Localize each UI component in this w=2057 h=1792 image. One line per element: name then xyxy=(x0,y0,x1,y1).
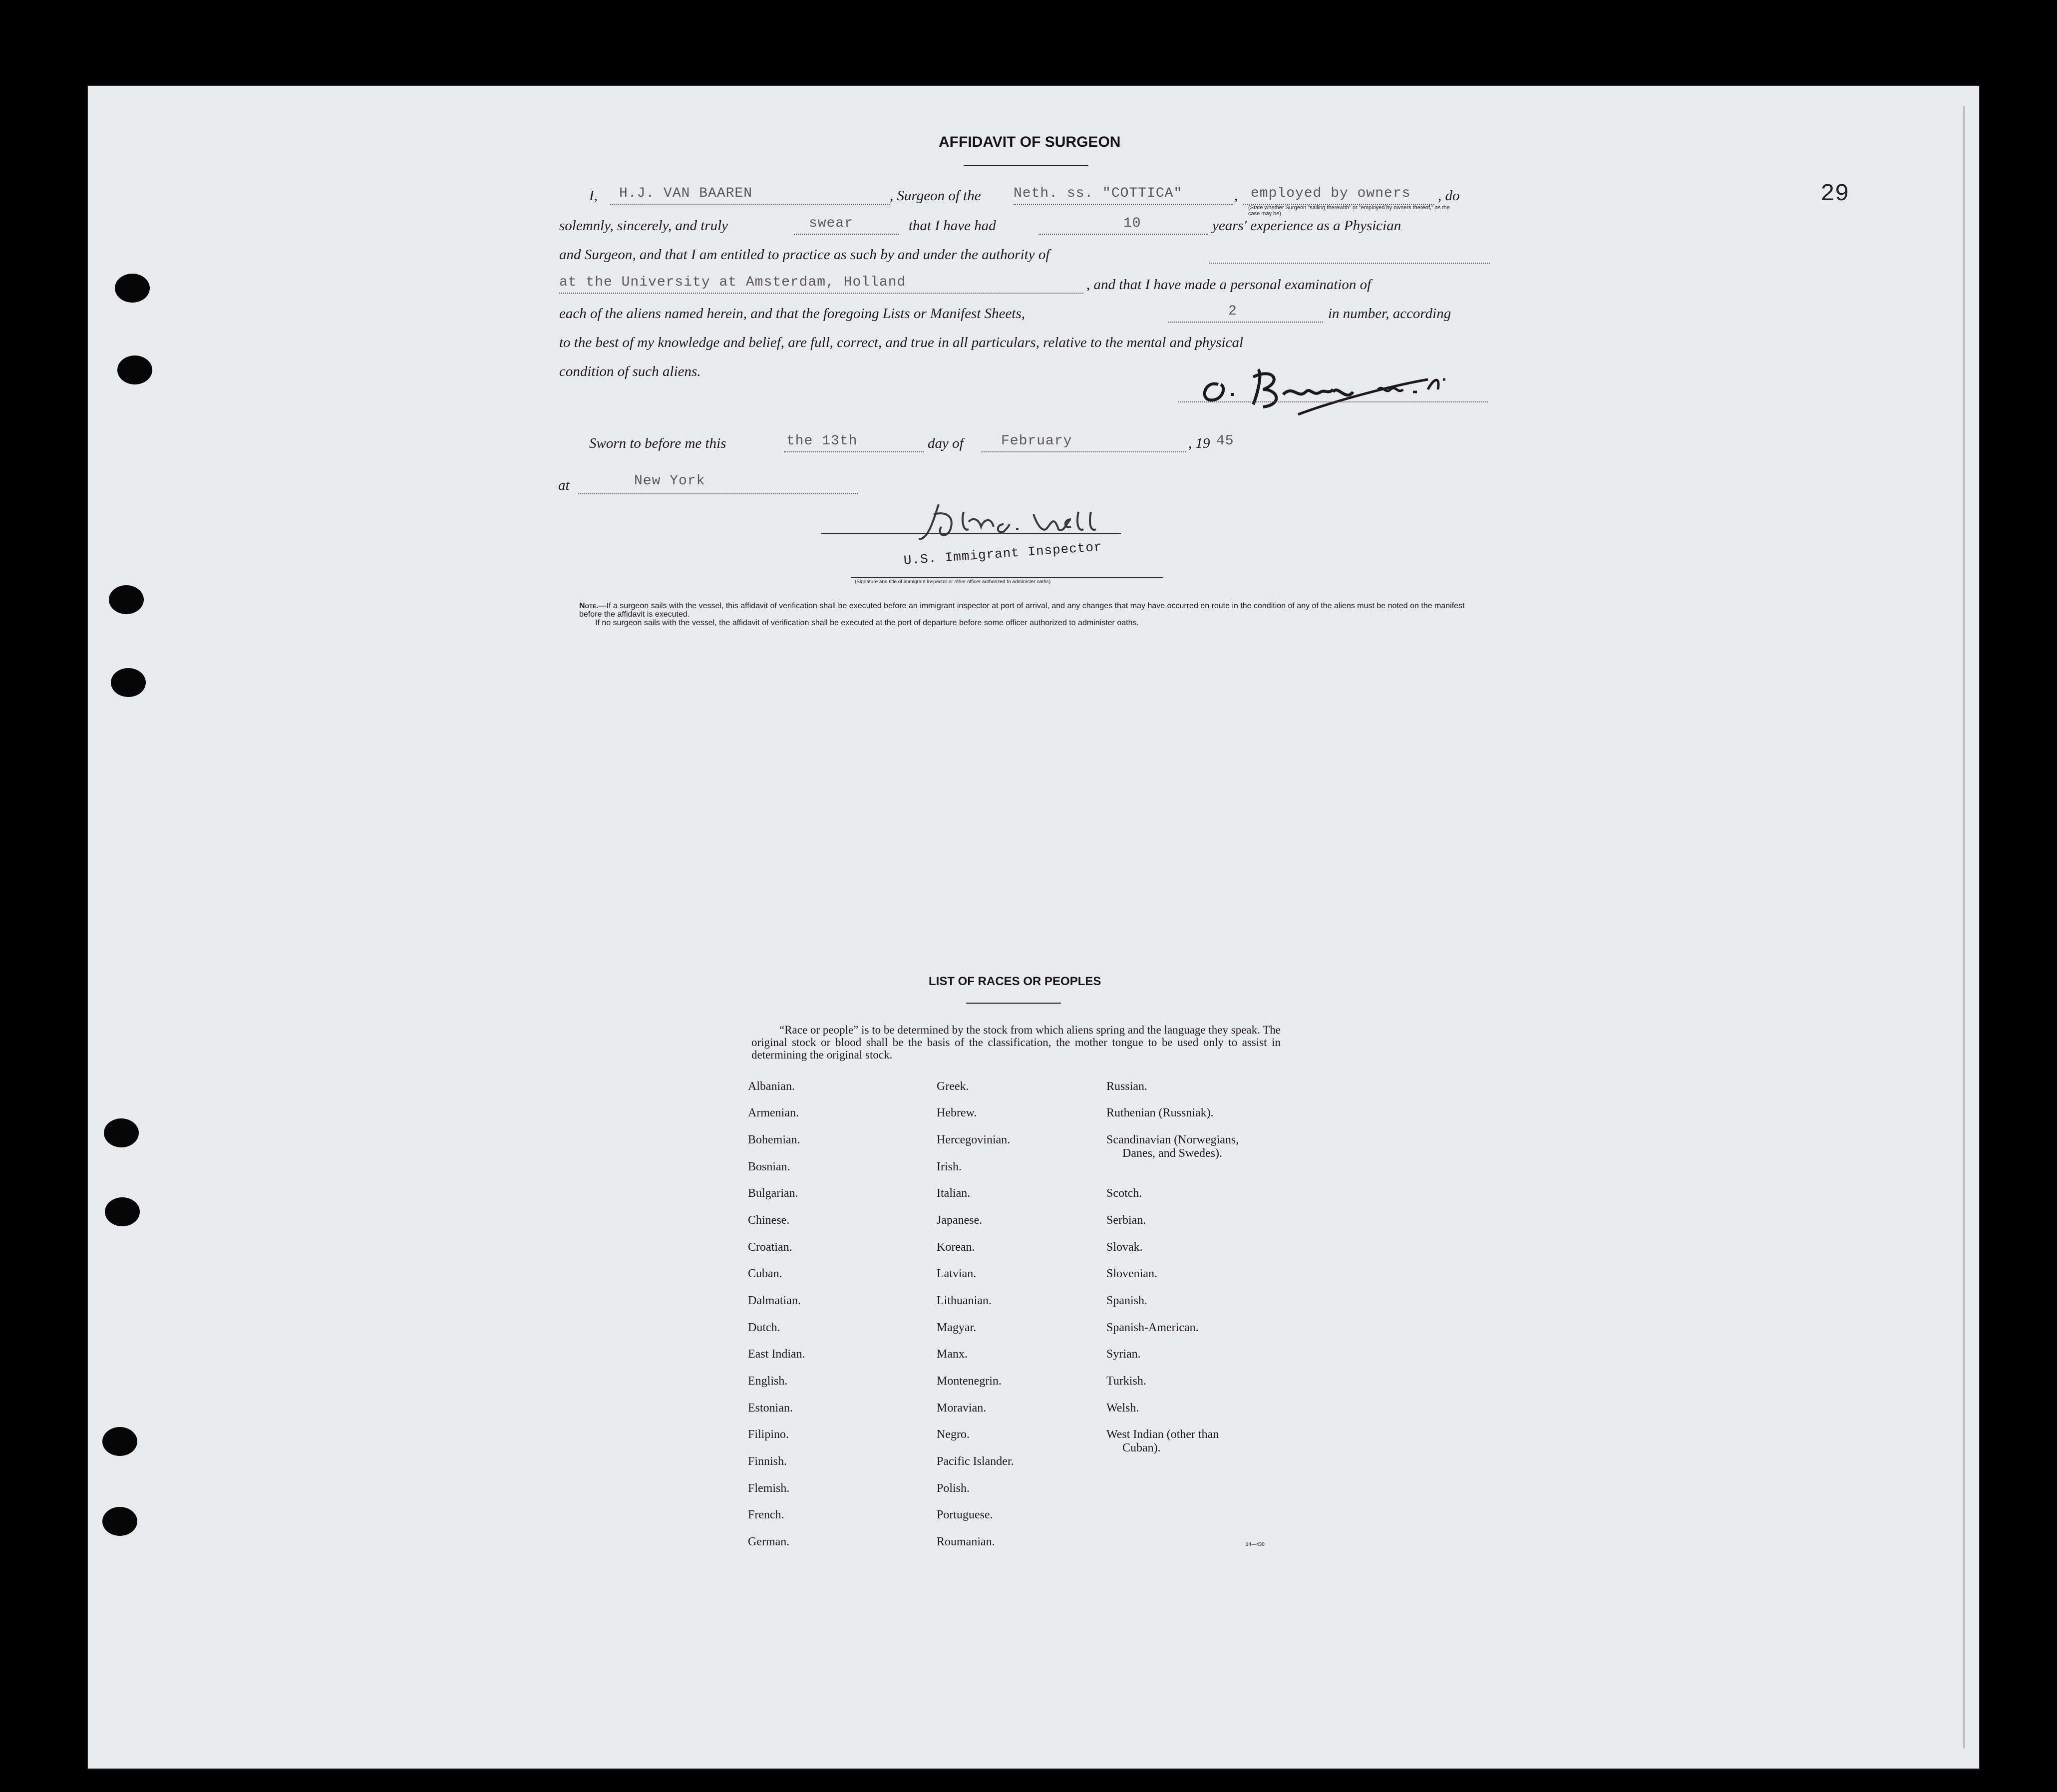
race-item: Armenian. xyxy=(748,1106,799,1119)
race-item: Manx. xyxy=(937,1348,968,1361)
race-item: Italian. xyxy=(937,1187,971,1200)
race-item: Greek. xyxy=(937,1080,969,1093)
punch-hole xyxy=(102,1427,137,1456)
note-label: Note. xyxy=(579,602,599,610)
race-item: West Indian (other than xyxy=(1106,1428,1219,1441)
employer-status: employed by owners xyxy=(1251,186,1411,201)
years-experience: 10 xyxy=(1123,216,1141,231)
race-item: Negro. xyxy=(937,1428,970,1441)
race-item: Cuban). xyxy=(1122,1441,1161,1454)
affidavit-text: day of xyxy=(928,435,964,451)
race-item: Portuguese. xyxy=(937,1508,993,1521)
affidavit-text: condition of such aliens. xyxy=(559,363,701,379)
race-item: Polish. xyxy=(937,1482,970,1495)
race-item: Cuban. xyxy=(748,1267,782,1280)
race-item: Bohemian. xyxy=(748,1133,800,1146)
note-text-2: If no surgeon sails with the vessel, the affidavit of verification shall be executed at the port of departure before some officer authorized to administer oaths. xyxy=(595,619,1139,627)
licensing-authority: at the University at Amsterdam, Holland xyxy=(559,275,906,290)
inspector-title-line xyxy=(851,577,1163,578)
inspector-title: U.S. Immigrant Inspector xyxy=(903,539,1103,568)
affidavit-text: that I have had xyxy=(909,218,996,234)
races-intro: “Race or people” is to be determined by the stock from which aliens spring and the language they speak. The original stock or blood shall be the basis of the classification, the mother tongue to be used only to assist in determining the original stock. xyxy=(751,1024,1281,1061)
races-title: LIST OF RACES OR PEOPLES xyxy=(929,975,1101,988)
sworn-day: the 13th xyxy=(786,433,858,449)
race-item: Dalmatian. xyxy=(748,1294,801,1307)
surgeon-signature-line xyxy=(1178,386,1488,402)
race-item: East Indian. xyxy=(748,1348,805,1361)
race-item: French. xyxy=(748,1508,784,1521)
authority-field-1 xyxy=(1209,245,1490,264)
sworn-month: February xyxy=(1001,433,1072,449)
title-underline xyxy=(964,165,1088,166)
race-item: Russian. xyxy=(1106,1080,1148,1093)
oath-word: swear xyxy=(809,216,854,231)
race-item: Irish. xyxy=(937,1160,962,1173)
race-item: Finnish. xyxy=(748,1455,787,1468)
race-item: Spanish-American. xyxy=(1106,1321,1199,1334)
affidavit-text: each of the aliens named herein, and that the foregoing Lists or Manifest Sheets, xyxy=(559,306,1025,322)
affidavit-text: , and that I have made a personal examination of xyxy=(1086,277,1371,293)
race-item: Moravian. xyxy=(937,1402,987,1415)
race-item: Croatian. xyxy=(748,1241,792,1254)
race-item: Bulgarian. xyxy=(748,1187,798,1200)
affidavit-text: solemnly, sincerely, and truly xyxy=(559,218,728,234)
race-item: Dutch. xyxy=(748,1321,780,1334)
race-item: Serbian. xyxy=(1106,1214,1146,1227)
form-number: 14—430 xyxy=(1246,1542,1265,1547)
race-item: Chinese. xyxy=(748,1214,790,1227)
affidavit-text: , Surgeon of the xyxy=(890,188,981,204)
race-item: Albanian. xyxy=(748,1080,795,1093)
race-item: Flemish. xyxy=(748,1482,790,1495)
affidavit-text: , 19 xyxy=(1188,435,1210,451)
note-text-1: —If a surgeon sails with the vessel, this affidavit of verification shall be executed before an immigrant inspector at port of arrival, and any changes that may have occurred en route in the condition of any of the aliens must be noted on the manifest before the affidavit is executed. xyxy=(579,602,1465,619)
race-item: Scandinavian (Norwegians, xyxy=(1106,1133,1239,1146)
affidavit-text: Sworn to before me this xyxy=(589,435,726,451)
affidavit-text: to the best of my knowledge and belief, are full, correct, and true in all particulars, relative to the mental and physical xyxy=(559,335,1244,351)
page-number: 29 xyxy=(1820,181,1849,208)
race-item: Danes, and Swedes). xyxy=(1122,1147,1222,1160)
race-item: Syrian. xyxy=(1106,1348,1141,1361)
race-item: Montenegrin. xyxy=(937,1375,1002,1388)
sworn-place: New York xyxy=(634,473,705,489)
race-item: Bosnian. xyxy=(748,1160,790,1173)
affidavit-text: I, xyxy=(589,188,598,204)
punch-hole xyxy=(111,668,146,697)
race-item: Ruthenian (Russniak). xyxy=(1106,1106,1214,1119)
race-item: Turkish. xyxy=(1106,1375,1146,1388)
punch-hole xyxy=(102,1507,137,1536)
races-title-underline xyxy=(966,1003,1061,1004)
affidavit-text: in number, according xyxy=(1328,306,1451,322)
vessel-name: Neth. ss. "COTTICA" xyxy=(1014,186,1183,201)
surgeon-name: H.J. VAN BAAREN xyxy=(619,186,753,201)
punch-hole xyxy=(109,585,144,614)
punch-hole xyxy=(115,274,150,303)
race-item: Filipino. xyxy=(748,1428,789,1441)
punch-hole xyxy=(105,1197,140,1226)
race-item: Magyar. xyxy=(937,1321,977,1334)
race-item: Lithuanian. xyxy=(937,1294,992,1307)
race-item: Estonian. xyxy=(748,1402,793,1415)
race-item: Latvian. xyxy=(937,1267,977,1280)
race-item: Welsh. xyxy=(1106,1402,1139,1415)
affidavit-note xyxy=(579,602,1488,627)
affidavit-text: and Surgeon, and that I am entitled to practice as such by and under the authority of xyxy=(559,247,1050,263)
sheet-count: 2 xyxy=(1228,304,1237,319)
race-item: Scotch. xyxy=(1106,1187,1142,1200)
sheets-field xyxy=(1168,304,1323,323)
affidavit-text: , do xyxy=(1438,188,1460,204)
race-item: Slovenian. xyxy=(1106,1267,1157,1280)
race-item: Hercegovinian. xyxy=(937,1133,1011,1146)
punch-hole xyxy=(117,356,152,384)
employer-note: (State whether Surgeon "sailing therewith" or "employed by owners thereof," as the case may be) xyxy=(1248,205,1450,217)
affidavit-text: years' experience as a Physician xyxy=(1212,218,1401,234)
race-item: Roumanian. xyxy=(937,1535,995,1548)
race-item: Japanese. xyxy=(937,1214,983,1227)
race-item: Pacific Islander. xyxy=(937,1455,1014,1468)
race-item: Hebrew. xyxy=(937,1106,977,1119)
page-edge xyxy=(1963,106,1965,1749)
race-item: Slovak. xyxy=(1106,1241,1143,1254)
affidavit-text: at xyxy=(558,477,570,493)
inspector-caption: (Signature and title of immigrant inspector or other officer authorized to administer oaths) xyxy=(855,579,1051,585)
affidavit-title: AFFIDAVIT OF SURGEON xyxy=(939,134,1121,150)
race-item: German. xyxy=(748,1535,790,1548)
race-item: English. xyxy=(748,1375,788,1388)
race-item: Spanish. xyxy=(1106,1294,1148,1307)
sworn-year: 45 xyxy=(1216,433,1234,449)
place-field xyxy=(578,475,858,494)
race-item: Korean. xyxy=(937,1241,975,1254)
punch-hole xyxy=(104,1118,139,1147)
inspector-signature-line xyxy=(821,533,1121,534)
